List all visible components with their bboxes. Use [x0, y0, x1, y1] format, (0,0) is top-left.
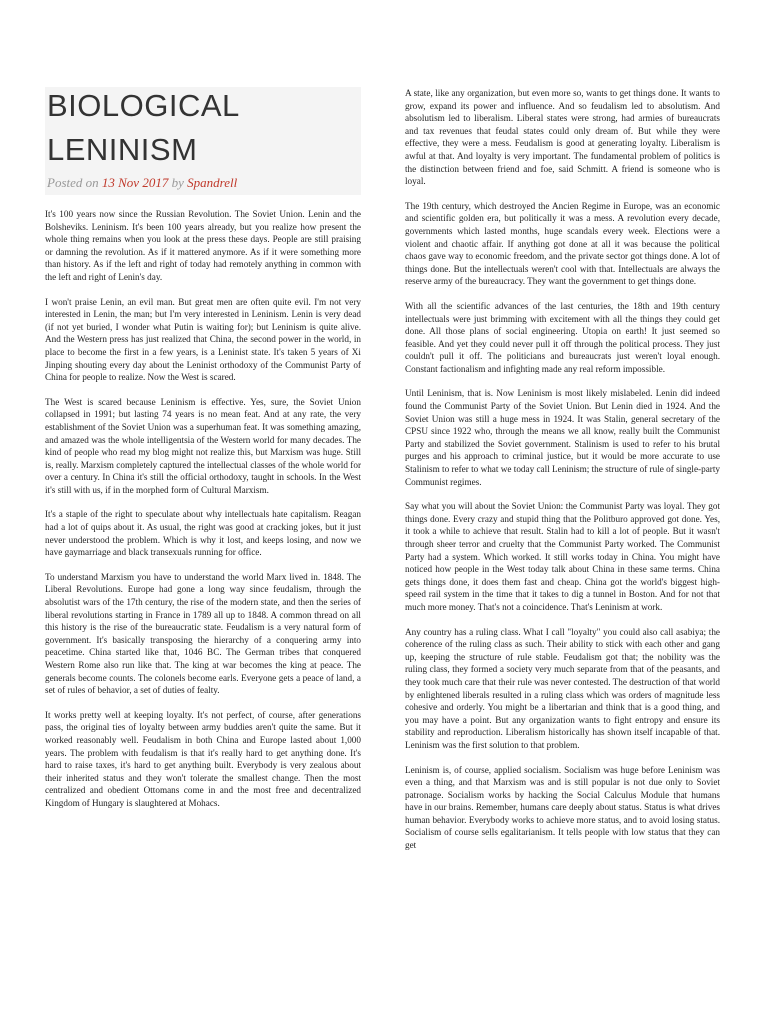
paragraph: I won't praise Lenin, an evil man. But great men are often quite evil. I'm not very interested in Lenin, the man; but I'm very interested in Leninism. Lenin is very dead (if not yet buried, I wonder what Putin is waiting for); but Leninism is quite alive. And the Western press has just realized that China, the second power in the world, in place to become the first in a few years, is a Leninist state. It's taken 5 years of Xi Jinping shouting every day about the Leninist orthodoxy of the Communist Party of China for people to realize. Now the West is scared. [45, 296, 361, 383]
right-column [405, 87, 720, 852]
post-date-link[interactable]: 13 Nov 2017 [101, 175, 169, 190]
paragraph: Leninism is, of course, applied socialism. Socialism was huge before Leninism was even a thing, and that Marxism was and is still popular is not due only to Soviet patronage. Socialism works by hacking the Social Calculus Module that humans have in our brains. Remember, humans care deeply about status. Status is what drives human behavior. Everybody works to achieve more status, and to avoid losing status. Socialism of course sells egalitarianism. It tells people with low status that they can get [405, 764, 720, 851]
paragraph: It works pretty well at keeping loyalty. It's not perfect, of course, after generations pass, the original ties of loyalty between army buddies aren't quite the same. But it worked reasonably well. Feudalism in both China and Europe lasted about 1,000 years. The problem with feudalism is that it's really hard to get anything done. It's hard to raise taxes, it's hard to get anything built. Everybody is very zealous about their inherited status and they won't tolerate the smallest change. Then the most centralized and obedient Ottomans come in and the most free and decentralized Kingdom of Hungary is slaughtered at Mohacs. [45, 709, 361, 808]
title-line-2: LENINISM [47, 132, 198, 167]
posted-on-label: Posted on [47, 175, 99, 190]
article-byline [47, 174, 359, 192]
paragraph: The 19th century, which destroyed the Ancien Regime in Europe, was an economic and scientific golden era, but politically it was a mess. A revolution every decade, governments which lasted months, huge scandals every week. Elections were a violent and chaotic affair. If anything got done at all it was because the political chaos gave way to economic freedom, and the private sector got things done. A lot of things done. But the intellectuals weren't cool with that. Intellectuals are always the reserve army of the bureaucracy. They want the government to get things done. [405, 200, 720, 287]
paragraph: To understand Marxism you have to understand the world Marx lived in. 1848. The Liberal Revolutions. Europe had gone a long way since feudalism, through the absolutist wars of the 17th century, the rise of the modern state, and then the series of liberal revolutions starting in France in 1789 all up to 1848. A common thread on all this history is the rise of the bureaucratic state. Feudalism is a very natural form of government. It's basically transposing the hierarchy of a conquering army into peacetime. China started like that, 1046 BC. The German tribes that conquered Western Rome also run like that. The king at war becomes the king at peace. The generals become counts. The colonels become earls. Everyone gets a peace of land, a set of rules of behavior, a set of duties of fealty. [45, 571, 361, 696]
article-title [47, 84, 359, 172]
left-column [45, 208, 361, 810]
paragraph: Until Leninism, that is. Now Leninism is most likely mislabeled. Lenin did indeed found the Communist Party of the Soviet Union. But Lenin died in 1924. And the Soviet Union was still a huge mess in 1924. It was Stalin, general secretary of the CPSU since 1922 who, through the means we all know, really built the Communist Party and stabilized the Soviet government. Stalinism is used to refer to his brutal purges and his approach to criminal justice, but it would be more accurate to use Stalinism to refer to what we today call Leninism; the structure of rule of single-party Communist regimes. [405, 388, 720, 487]
paragraph: It's 100 years now since the Russian Revolution. The Soviet Union. Lenin and the Bolsheviks. Leninism. It's been 100 years already, but you realize how present the whole thing remains when you look at the press these days. People are still praising or damning the revolution. As if it mattered anymore. As if it were something more than history. As if the left and right of today had remotely anything in common with the left and right of Lenin's day. [45, 209, 361, 282]
author-link[interactable]: Spandrell [187, 175, 238, 190]
title-line-1: BIOLOGICAL [47, 88, 240, 123]
paragraph: A state, like any organization, but even more so, wants to get things done. It wants to grow, expand its power and influence. And so feudalism led to absolutism. And absolutism led to liberalism. Liberal states were strong, had armies of bureaucrats and tax revenues that feudal states could only dream of. But while they were effective, they were a mess. Feudalism is good at generating loyalty. Liberalism is awful at that. And loyalty is very important. The fundamental problem of politics is the distinction between friend and foe, said Schmitt. A friend is someone who is loyal. [405, 88, 720, 187]
paragraph: Say what you will about the Soviet Union: the Communist Party was loyal. They got things done. Every crazy and stupid thing that the Politburo approved got done. Yes, it took a while to achieve that result. Stalin had to kill a lot of people. But it wasn't through sheer terror and cruelty that the Communist Party worked. The Communist Party had a system. Which worked. It still works today in China. You might have noticed how people in the West today talk about China in these same terms. China gets things done, it does them fast and cheap. China got the world's biggest high-speed rail system in the time that it takes to dig a tunnel in Boston. And for not that much more money. That's not a coincidence. That's Leninism at work. [405, 501, 720, 612]
paragraph: With all the scientific advances of the last centuries, the 18th and 19th century intellectuals were just brimming with excitement with all the things they could get done. All those plans of social engineering. Utopia on earth! It just seemed so feasible. And yet they could never pull it off through the political process. They just couldn't pull it off. The politicians and bureaucrats just weren't loyal enough. Constant factionalism and infighting made any real reform impossible. [405, 300, 720, 374]
paragraph: The West is scared because Leninism is effective. Yes, sure, the Soviet Union collapsed in 1991; but lasting 74 years is no mean feat. And at any rate, the very establishment of the Soviet Union was a superhuman feat. It was something amazing, and amazed was the whole intelligentsia of the Western world for many decades. The kind of people who read my blog might not realize this, but Marxism was huge. Still is, really. Marxism completely captured the intellectual classes of the whole world for over a century. In China it's still the official orthodoxy, taught in schools. In the West it's still with us, if in the morphed form of Cultural Marxism. [45, 396, 361, 495]
paragraph: Any country has a ruling class. What I call "loyalty" you could also call asabiya; the coherence of the ruling class as such. Their ability to stick with each other and gang up, keeping the structure of rule stable. Feudalism got that; the nobility was the ruling class, they formed a society very much separate from that of the peasants, and they took much care that their rule was never contested. The destruction of that world by enlightened liberals resulted in a ruling class which was orders of magnitude less cohesive and orderly. You might be a libertarian and think that is a good thing, and you may have a point. But any organization wants to fight entropy and ensure its stability and reproduction. Liberalism historically has shown itself incapable of that. Leninism was the first solution to that problem. [405, 626, 720, 750]
paragraph: It's a staple of the right to speculate about why intellectuals hate capitalism. Reagan had a lot of quips about it. As usual, the right was good at cracking jokes, but it just never understood the problem. Which is why it lost, and keeps losing, and now we have gaymarriage and black transexuals running for office. [45, 509, 361, 558]
by-label: by [171, 175, 184, 190]
